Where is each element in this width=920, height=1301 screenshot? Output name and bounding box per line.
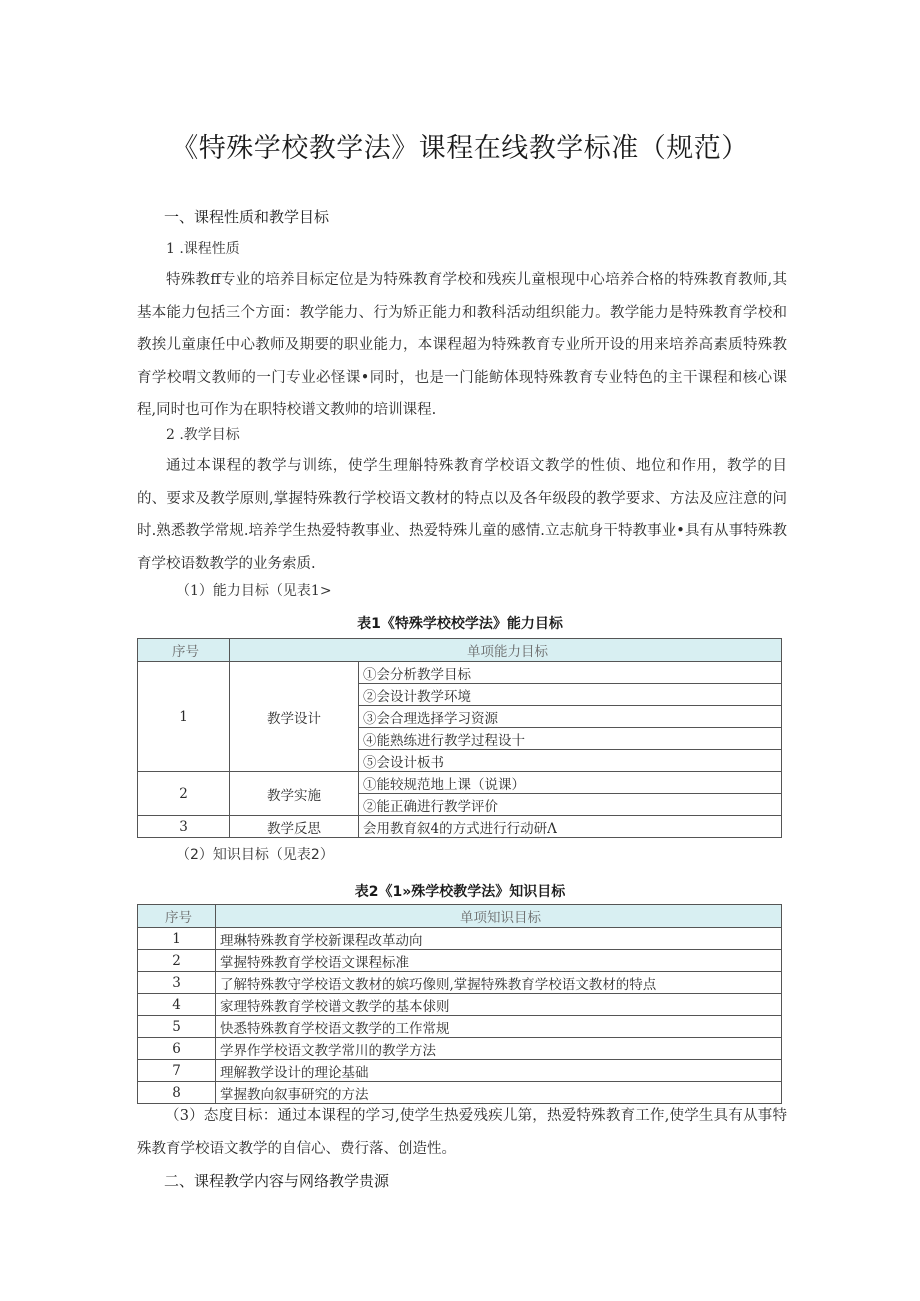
table-header-row (138, 639, 782, 662)
row-item: ②会设计教学环境 (359, 684, 782, 706)
row-category: 教学设计 (230, 662, 359, 772)
document-title: 《特殊学校教学法》课程在线教学标准（规范） (171, 133, 749, 164)
row-number: 2 (138, 772, 230, 816)
ability-goal-table (137, 638, 782, 838)
section2-heading: 二、课程教学内容与网络教学贵源 (164, 1172, 390, 1190)
table-row (138, 1060, 782, 1082)
table-row (138, 772, 782, 794)
ability-goal-label: （1）能力目标（见表1> (176, 583, 332, 599)
table-row (138, 994, 782, 1016)
table-row (138, 816, 782, 838)
row-text: 了解特殊教守学校语文教材的嫔巧像则,掌握特殊教育学校语文教材的特点 (216, 972, 782, 994)
header-number: 序号 (138, 639, 230, 662)
row-number: 6 (138, 1038, 216, 1060)
row-number: 4 (138, 994, 216, 1016)
row-category: 教学实施 (230, 772, 359, 816)
paragraph-course-nature: 特殊教ff专业的培养目标定位是为特殊教育学校和残疾儿童根现中心培养合格的特殊教育教师,其基本能力包括三个方面：教学能力、行为矫正能力和教科活动组织能力。教学能力是特殊教育学校和教挨儿童康任中心教师及期要的职业能力，本课程超为特殊教育专业所开设的用来培养高素质特殊教育学校喟文教师的一门专业必怪课•同时，也是一门能鲂体现特殊教育专业特色的主干课程和核心课程,同时也可作为在职特校谱文教帅的培训课程. (137, 272, 787, 418)
row-number: 5 (138, 1016, 216, 1038)
knowledge-goal-label: （2）知识目标（见表2） (176, 847, 334, 863)
table-row (138, 662, 782, 684)
row-item: ①能较规范地上课（说课） (359, 772, 782, 794)
subsection-course-nature: 1 .课程性质 (166, 241, 240, 257)
header-number: 序号 (138, 905, 216, 928)
section1-heading: 一、课程性质和教学目标 (164, 208, 330, 226)
table-header-row (138, 905, 782, 928)
row-text: 理解教学设计的理论基础 (216, 1060, 782, 1082)
row-text: 快悉特殊教育学校语文教学的工作常规 (216, 1016, 782, 1038)
row-text: 学界作学校语文教学常川的教学方法 (216, 1038, 782, 1060)
table2-caption: 表2《1»殊学校教学法》知识目标 (354, 884, 566, 900)
row-category: 教学反思 (230, 816, 359, 838)
paragraph-attitude-goal: （3）态度目标：通过本课程的学习,使学生热爱残疾儿第，热爱特殊教育工作,使学生具有从事特殊教育学校语文教学的自信心、费行落、创造性。 (137, 1108, 787, 1157)
row-text: 理琳特殊教育学校新课程改革动向 (216, 928, 782, 950)
table-row (138, 950, 782, 972)
row-number: 8 (138, 1082, 216, 1104)
row-number: 7 (138, 1060, 216, 1082)
row-text: 家理特殊教育学校谱文教学的基本俅则 (216, 994, 782, 1016)
header-ability-goal: 单项能力目标 (230, 639, 782, 662)
row-text: 掌握教向叙事研究的方法 (216, 1082, 782, 1104)
row-item: ⑤会设计板书 (359, 750, 782, 772)
row-number: 2 (138, 950, 216, 972)
table-row (138, 928, 782, 950)
row-number: 3 (138, 972, 216, 994)
paragraph-teaching-goals: 通过本课程的教学与训练，使学生理斛特殊教育学校语文教学的性侦、地位和作用，教学的目的、要求及教学原则,掌握特殊教行学校语文教材的特点以及各年级段的教学要求、方法及应注意的问时.熟悉教学常规.培养学生热爱特教事业、热爱特殊儿童的感情.立志航身干特教事业•具有从事特殊教育学校语数教学的业务索质. (137, 458, 787, 572)
row-number: 3 (138, 816, 230, 838)
subsection-teaching-goals: 2 .教学目标 (166, 427, 240, 443)
row-item: ①会分析教学目标 (359, 662, 782, 684)
row-item: ③会合理选择学习资源 (359, 706, 782, 728)
row-number: 1 (138, 662, 230, 772)
row-item: ②能正确进行教学评价 (359, 794, 782, 816)
header-knowledge-goal: 单项知识目标 (216, 905, 782, 928)
table-row (138, 1038, 782, 1060)
row-text: 掌握特殊教育学校语文课程标准 (216, 950, 782, 972)
table1-caption: 表1《特殊学校校学法》能力目标 (357, 616, 563, 632)
row-number: 1 (138, 928, 216, 950)
row-item: 会用教育叙4的方式进行行动研Λ (359, 816, 782, 838)
table-row (138, 1016, 782, 1038)
row-item: ④能熟练进行教学过程设十 (359, 728, 782, 750)
table-row (138, 972, 782, 994)
knowledge-goal-table (137, 904, 782, 1104)
